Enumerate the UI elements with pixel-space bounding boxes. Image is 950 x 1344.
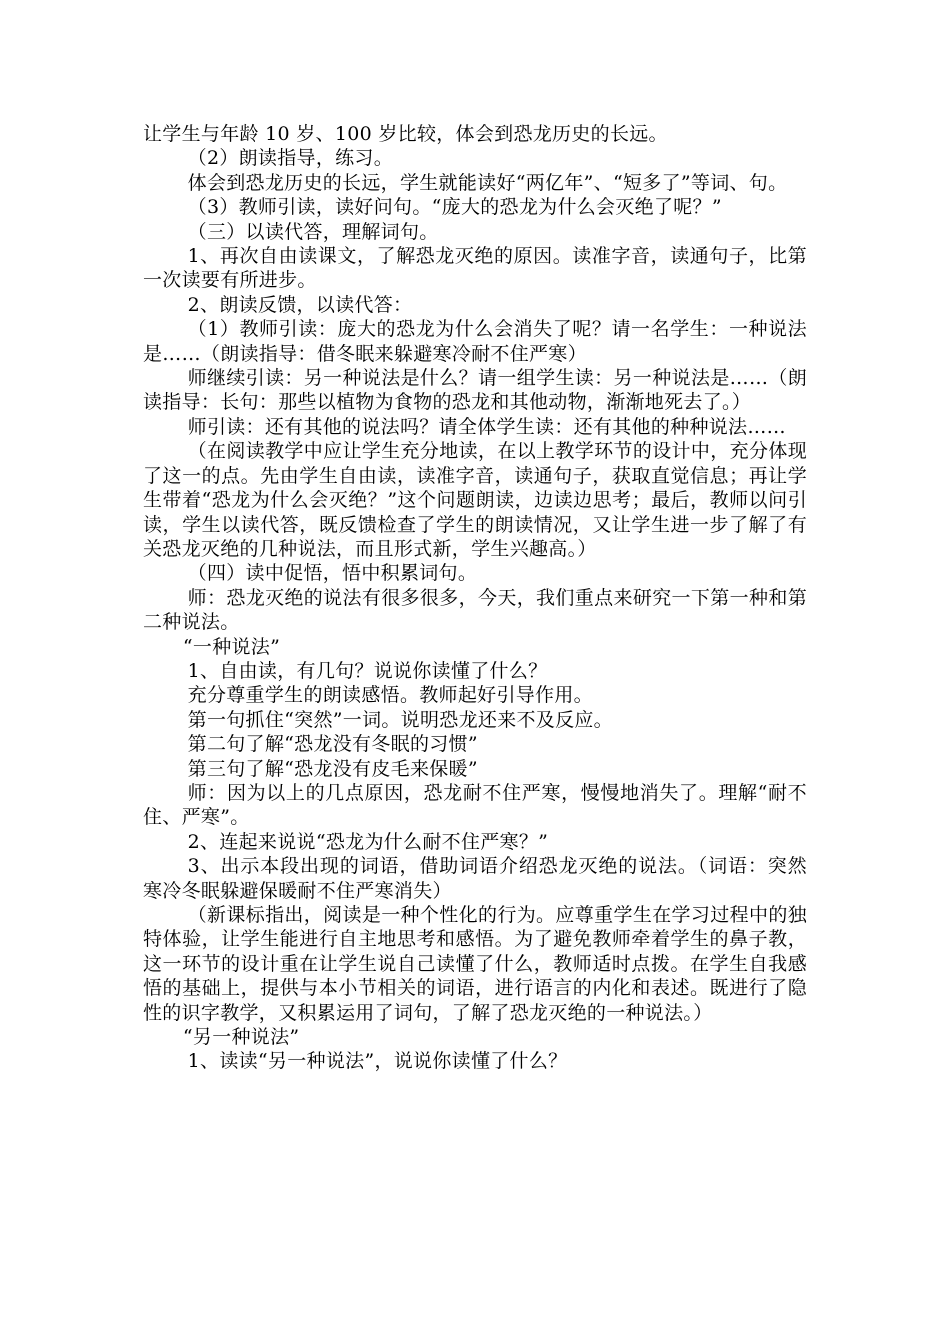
subsection-heading: “另一种说法” bbox=[182, 1026, 300, 1049]
paragraph: 师：恐龙灭绝的说法有很多很多，今天，我们重点来研究一下第一种和第二种说法。 bbox=[143, 586, 807, 634]
paragraph: 1、读读“另一种说法”，说说你读懂了什么？ bbox=[187, 1050, 568, 1073]
section-heading: （三）以读代答，理解词句。 bbox=[187, 220, 439, 243]
paragraph: 充分尊重学生的朗读感悟。教师起好引导作用。 bbox=[187, 684, 593, 707]
paragraph: 3、出示本段出现的词语，借助词语介绍恐龙灭绝的说法。（词语：突然寒冷冬眠躲避保暖耐不住严寒消失） bbox=[143, 855, 807, 902]
paragraph: （3）教师引读，读好问句。“庞大的恐龙为什么会灭绝了呢？” bbox=[187, 196, 722, 219]
commentary-paragraph: （新课标指出，阅读是一种个性化的行为。应尊重学生在学习过程中的独特体验，让学生能进行自主地思考和感悟。为了避免教师牵着学生的鼻子教，这一环节的设计重在让学生说自己读懂了什么，教师适时点拨。在学生自我感悟的基础上，提供与本小节相关的词语，进行语言的内化和表述。既进行了隐性的识字教学，又积累运用了词句，了解了恐龙灭绝的一种说法。） bbox=[143, 904, 807, 1024]
paragraph: 体会到恐龙历史的长远，学生就能读好“两亿年”、“短多了”等词、句。 bbox=[187, 171, 788, 194]
paragraph: 第二句了解“恐龙没有冬眠的习惯” bbox=[187, 733, 478, 756]
document-body bbox=[143, 122, 807, 1074]
paragraph: 2、连起来说说“恐龙为什么耐不住严寒？” bbox=[187, 830, 549, 853]
paragraph: 1、再次自由读课文，了解恐龙灭绝的原因。读准字音，读通句子，比第一次读要有所进步。 bbox=[143, 245, 807, 292]
paragraph: 让学生与年龄 10 岁、100 岁比较，体会到恐龙历史的长远。 bbox=[143, 123, 668, 145]
paragraph: 师继续引读：另一种说法是什么？请一组学生读：另一种说法是……（朗读指导：长句：那些以植物为食物的恐龙和其他动物，渐渐地死去了。） bbox=[143, 367, 807, 414]
paragraph: 师引读：还有其他的说法吗？请全体学生读：还有其他的种种说法…… bbox=[187, 415, 786, 438]
paragraph: （1）教师引读：庞大的恐龙为什么会消失了呢？请一名学生：一种说法是……（朗读指导：借冬眠来躲避寒冷耐不住严寒） bbox=[143, 318, 807, 365]
paragraph: （2）朗读指导，练习。 bbox=[187, 147, 394, 170]
section-heading: （四）读中促悟，悟中积累词句。 bbox=[187, 562, 478, 585]
commentary-paragraph: （在阅读教学中应让学生充分地读，在以上教学环节的设计中，充分体现了这一的点。先由学生自由读，读准字音，读通句子，获取直觉信息；再让学生带着“恐龙为什么会灭绝？”这个问题朗读，边读边思考；最后，教师以问引读，学生以读代答，既反馈检查了学生的朗读情况，又让学生进一步了解了有关恐龙灭绝的几种说法，而且形式新，学生兴趣高。） bbox=[143, 440, 807, 560]
subsection-heading: “一种说法” bbox=[182, 635, 281, 658]
paragraph: 师：因为以上的几点原因，恐龙耐不住严寒，慢慢地消失了。理解“耐不住、严寒”。 bbox=[143, 781, 807, 829]
paragraph: 第一句抓住“突然”一词。说明恐龙还来不及反应。 bbox=[187, 708, 613, 731]
paragraph: 第三句了解“恐龙没有皮毛来保暖” bbox=[187, 757, 478, 780]
paragraph: 1、自由读，有几句？说说你读懂了什么？ bbox=[187, 659, 548, 682]
paragraph: 2、朗读反馈，以读代答： bbox=[187, 293, 413, 316]
